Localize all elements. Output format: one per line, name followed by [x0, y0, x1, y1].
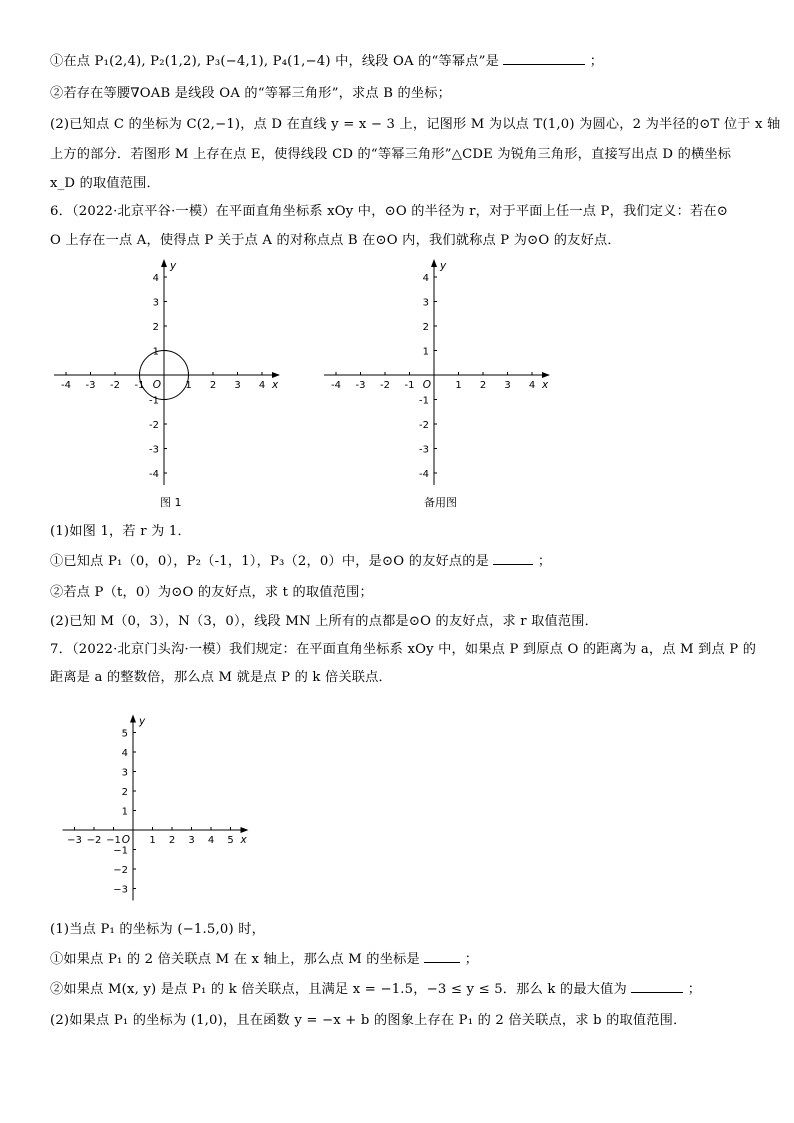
q6-part1-item1 [50, 550, 551, 569]
answer-blank[interactable] [424, 950, 460, 963]
q7-intro-line2: 距离是 a 的整数倍，那么点 M 就是点 P 的 k 倍关联点． [50, 670, 392, 685]
q5-item1-text: ①在点 P₁(2,4), P₂(1,2), P₃(−4,1), P₄(1,−4) 中，线段 OA 的“等幂点”是 [50, 54, 499, 69]
y-tick-label: 4 [152, 273, 159, 284]
q5-part2-line1: (2)已知点 C 的坐标为 C(2,−1)，点 D 在直线 y = x − 3 上，记图形 M 为以点 T(1,0) 为圆心，2 为半径的⊙T 位于 x 轴 [50, 117, 781, 132]
y-tick-label: 3 [121, 767, 128, 779]
figure-3-coordinate-plane [55, 700, 275, 910]
x-axis-arrow [542, 372, 550, 378]
q5-part2-line3: x_D 的取值范围． [50, 176, 160, 191]
q6-intro-line1: 6．（2022·北京平谷·一模）在平面直角坐标系 xOy 中，⊙O 的半径为 r，对于平面上任一点 P，我们定义：若在⊙ [50, 204, 728, 219]
origin-label: O [121, 834, 130, 846]
y-tick-label: 5 [121, 728, 128, 740]
x-tick-label: 3 [188, 835, 195, 846]
y-tick-label: -4 [419, 469, 429, 480]
y-tick-label: -3 [419, 444, 429, 456]
y-tick-label: −2 [113, 865, 128, 876]
x-tick-label: -3 [85, 380, 96, 391]
x-tick-label: −3 [67, 835, 82, 846]
q7-part1-header: (1)当点 P₁ 的坐标为 (−1.5,0) 时， [50, 922, 266, 937]
x-tick-label: 4 [207, 835, 215, 846]
x-tick-label: -1 [404, 380, 415, 391]
y-tick-label: 4 [121, 748, 128, 759]
y-tick-label: -2 [149, 420, 159, 431]
q7-intro-line1: 7．（2022·北京门头沟·一模）我们规定：在平面直角坐标系 xOy 中，如果点 P 到原点 O 的距离为 a，点 M 到点 P 的 [50, 642, 757, 657]
y-tick-label: −3 [113, 884, 128, 896]
x-tick-label: -2 [380, 380, 390, 391]
x-tick-label: 2 [479, 380, 487, 391]
y-tick-label: 3 [152, 297, 159, 309]
x-axis-label: x [542, 379, 549, 391]
y-tick-label: 4 [422, 273, 429, 284]
q6-part1-item1-end: ； [537, 554, 552, 569]
q6-part1-item1-text: ①已知点 P₁（0，0），P₂（-1，1），P₃（2，0）中，是⊙O 的友好点的是 [50, 554, 490, 569]
x-tick-label: 4 [258, 380, 266, 391]
y-tick-label: −1 [113, 845, 128, 857]
y-axis-label: y [170, 260, 177, 272]
y-tick-label: 1 [121, 806, 128, 818]
figure-2-coordinate-plane [310, 245, 570, 515]
x-tick-label: −1 [106, 835, 121, 846]
q5-item1 [50, 50, 603, 69]
y-tick-label: -1 [419, 395, 429, 407]
q6-part1-item2: ②若点 P（t，0）为⊙O 的友好点，求 t 的取值范围； [50, 585, 373, 600]
x-tick-label: 2 [168, 835, 176, 846]
x-tick-label: -3 [355, 380, 366, 391]
q6-intro-line2: O 上存在一点 A，使得点 P 关于点 A 的对称点点 B 在⊙O 内，我们就称点 P 为⊙O 的友好点． [50, 233, 621, 248]
x-tick-label: -1 [134, 380, 145, 391]
figure-2-axes [324, 259, 550, 485]
x-tick-label: −2 [86, 835, 102, 846]
q5-item1-end: ； [589, 54, 604, 69]
figure-2-caption: 备用图 [424, 496, 457, 509]
x-axis-label: x [272, 379, 279, 391]
origin-label: O [422, 379, 431, 391]
x-tick-label: 2 [209, 380, 217, 391]
q7-part2: (2)如果点 P₁ 的坐标为 (1,0)，且在函数 y = −x + b 的图象上存在 P₁ 的 2 倍关联点，求 b 的取值范围． [50, 1013, 687, 1028]
figure-1-coordinate-plane [40, 245, 300, 515]
y-tick-label: -3 [149, 444, 159, 456]
q6-part2: (2)已知 M（0，3），N（3，0），线段 MN 上所有的点都是⊙O 的友好点，求 r 取值范围． [50, 614, 599, 629]
y-axis-label: y [139, 715, 146, 728]
y-axis-label: y [440, 260, 447, 272]
answer-blank[interactable] [503, 52, 585, 65]
q7-part1-item1 [50, 948, 478, 967]
y-tick-label: 1 [422, 346, 429, 358]
y-axis-arrow [161, 259, 167, 267]
q7-part1-item1-text: ①如果点 P₁ 的 2 倍关联点 M 在 x 轴上，那么点 M 的坐标是 [50, 952, 420, 967]
x-tick-label: 1 [455, 380, 462, 391]
x-tick-label: 1 [185, 380, 192, 391]
y-tick-label: -4 [149, 469, 159, 480]
y-tick-label: 2 [422, 322, 429, 333]
answer-blank[interactable] [493, 552, 533, 565]
y-tick-label: -2 [419, 420, 429, 431]
q7-part1-item2 [50, 978, 701, 997]
y-tick-label: -1 [149, 395, 159, 407]
x-tick-label: -2 [110, 380, 120, 391]
figure-1-axes [54, 259, 280, 485]
x-tick-label: 4 [528, 380, 536, 391]
x-axis-label: x [240, 834, 247, 846]
q5-part2-line2: 上方的部分．若图形 M 上存在点 E，使得线段 CD 的“等幂三角形”△CDE 为锐角三角形，直接写出点 D 的横坐标 [50, 147, 732, 162]
y-tick-label: 2 [152, 322, 159, 333]
q7-part1-item2-end: ； [687, 982, 702, 997]
x-tick-label: -4 [331, 380, 341, 391]
q7-part1-item1-end: ； [464, 952, 479, 967]
q5-item2: ②若存在等腰∇OAB 是线段 OA 的“等幂三角形”，求点 B 的坐标； [50, 86, 452, 101]
figure-1-caption: 图 1 [160, 496, 182, 509]
x-tick-label: 3 [504, 380, 511, 391]
x-tick-label: 3 [234, 380, 241, 391]
origin-label: O [152, 379, 161, 391]
x-tick-label: -4 [61, 380, 71, 391]
x-tick-label: 5 [227, 835, 234, 846]
answer-blank[interactable] [631, 980, 683, 993]
figure-3-axes [63, 715, 249, 901]
x-axis-arrow [241, 827, 249, 833]
q7-part1-item2-text: ②如果点 M(x, y) 是点 P₁ 的 k 倍关联点，且满足 x = −1.5，−3 ≤ y ≤ 5．那么 k 的最大值为 [50, 982, 627, 997]
x-axis-arrow [272, 372, 280, 378]
x-tick-label: 1 [149, 835, 156, 846]
y-tick-label: 1 [152, 346, 159, 358]
q6-part1-header: (1)如图 1，若 r 为 1． [50, 524, 191, 539]
y-axis-arrow [130, 715, 136, 723]
y-tick-label: 2 [121, 787, 128, 798]
y-tick-label: 3 [422, 297, 429, 309]
y-axis-arrow [431, 259, 437, 267]
